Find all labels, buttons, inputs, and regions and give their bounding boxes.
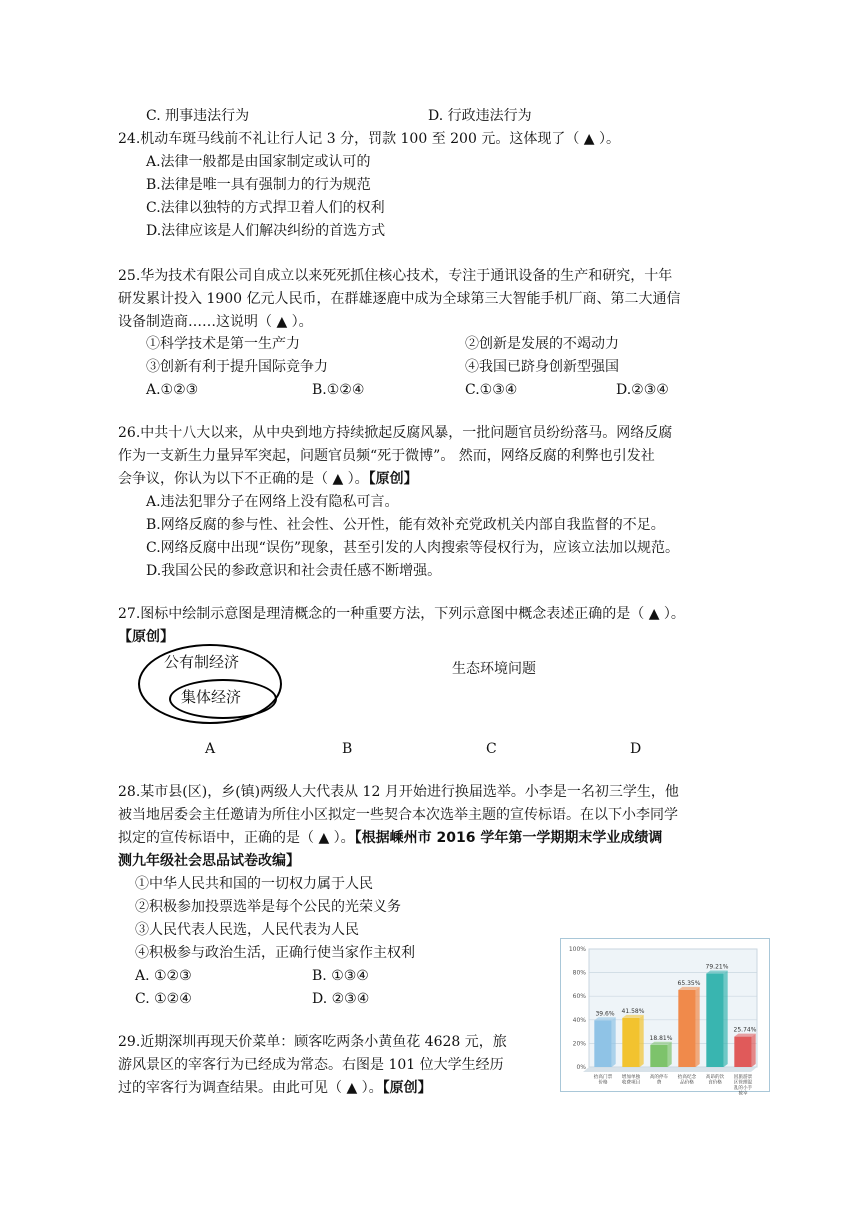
chart-ytick-label: 80% xyxy=(572,969,586,977)
q25-option-a: A.①②③ xyxy=(146,382,199,398)
chart-ytick-label: 40% xyxy=(572,1016,586,1024)
q26-option-b: B.网络反腐的参与性、社会性、公开性，能有效补充党政机关内部自我监督的不足。 xyxy=(146,517,665,533)
q25-statement-2: ②创新是发展的不竭动力 xyxy=(465,336,619,352)
chart-value-label: 65.35% xyxy=(677,979,701,987)
q25-stem-line1: 25.华为技术有限公司自成立以来死死抓住核心技术，专注于通讯设备的生产和研究，十年 xyxy=(118,268,673,284)
chart-category-label: 抬高纪念品价格 xyxy=(677,1075,697,1086)
diagram-c-label: 生态环境问题 xyxy=(452,661,536,677)
chart-bar-side xyxy=(724,971,728,1067)
diagram-label-a: A xyxy=(205,741,216,757)
chart-bar xyxy=(594,1020,611,1067)
q26-option-c: C.网络反腐中出现“误伤”现象，甚至引发的人肉搜索等侵权行为，应该立法加以规范。 xyxy=(146,540,679,556)
q24-stem: 24.机动车斑马线前不礼让行人记 3 分，罚款 100 至 200 元。这体现了（ ▲ ）。 xyxy=(118,131,620,147)
q28-statement-4: ④积极参与政治生活，正确行使当家作主权利 xyxy=(135,945,415,961)
q25-stem-line2: 研发累计投入 1900 亿元人民币，在群雄逐鹿中成为全球第三大智能手机厂商、第二大通信 xyxy=(118,291,681,307)
q28-source-tag-cont: 测九年级社会思品试卷改编】 xyxy=(118,853,300,869)
q28-stem-line2: 被当地居委会主任邀请为所住小区拟定一些契合本次选举主题的宣传标语。在以下小李同学 xyxy=(118,807,678,823)
q28-stem-line1: 28.某市县(区)，乡(镇)两级人大代表从 12 月开始进行换届选举。小李是一名初三学生，他 xyxy=(118,784,679,800)
chart-bar-side xyxy=(752,1034,756,1067)
q25-option-b: B.①②④ xyxy=(312,382,365,398)
q29-stem-line2: 游风景区的宰客行为已经成为常态。右图是 101 位大学生经历 xyxy=(118,1057,504,1073)
chart-bar xyxy=(734,1037,751,1067)
chart-value-label: 18.81% xyxy=(649,1034,673,1042)
diagram-a-inner-label: 集体经济 xyxy=(181,688,242,706)
survey-bar-chart xyxy=(560,938,770,1097)
chart-value-label: 41.58% xyxy=(621,1007,645,1015)
q24-option-a: A.法律一般都是由国家制定或认可的 xyxy=(146,154,371,170)
chart-value-label: 39.6% xyxy=(595,1010,615,1018)
q24-option-d: D.法律应该是人们解决纠纷的首选方式 xyxy=(146,223,386,239)
q29-stem-line3: 过的宰客行为调查结果。由此可见（ ▲ ）。【原创】 xyxy=(118,1080,432,1096)
chart-ytick-label: 20% xyxy=(572,1040,586,1048)
q25-statement-4: ④我国已跻身创新型强国 xyxy=(465,359,619,375)
q28-statement-3: ③人民代表人民选，人民代表为人民 xyxy=(135,922,359,938)
q24-option-b: B.法律是唯一具有强制力的行为规范 xyxy=(146,177,371,193)
q28-statement-1: ①中华人民共和国的一切权力属于人民 xyxy=(135,876,373,892)
q26-stem-line3: 会争议，你认为以下不正确的是（ ▲ ）。【原创】 xyxy=(118,471,418,487)
survey-bar-chart-svg xyxy=(561,939,769,1097)
chart-value-label: 79.21% xyxy=(705,963,729,971)
chart-bar xyxy=(650,1045,667,1067)
q28-source-tag: 【根据嵊州市 2016 学年第一学期期末学业成绩调 xyxy=(354,830,663,846)
q26-stem-line2: 作为一支新生力量异军突起，问题官员频“死于微博”。 然而，网络反腐的利弊也引发社 xyxy=(118,448,655,464)
q28-option-b: B. ①③④ xyxy=(312,968,369,984)
q29-original-tag: 【原创】 xyxy=(382,1080,432,1096)
q28-statement-2: ②积极参加投票选举是每个公民的光荣义务 xyxy=(135,899,401,915)
q27-original-tag: 【原创】 xyxy=(118,629,174,645)
chart-value-label: 25.74% xyxy=(733,1026,757,1034)
q27-stem: 27.图标中绘制示意图是理清概念的一种重要方法，下列示意图中概念表述正确的是（ ▲ ）。 xyxy=(118,606,685,622)
diagram-a-outer-label: 公有制经济 xyxy=(164,653,240,671)
chart-category-label: 因旅游景区管理混乱的小手被宰 xyxy=(733,1075,753,1097)
chart-category-label: 抬高门票价格 xyxy=(593,1075,613,1086)
chart-bar-side xyxy=(668,1042,672,1067)
chart-ytick-label: 0% xyxy=(576,1064,586,1071)
chart-category-label: 增加单独收费项目 xyxy=(621,1075,641,1086)
chart-bar-side xyxy=(612,1017,616,1067)
q29-stem-line1: 29.近期深圳再现天价菜单：顾客吃两条小黄鱼花 4628 元，旅 xyxy=(118,1034,507,1050)
chart-ytick-label: 100% xyxy=(568,946,586,953)
chart-bar xyxy=(678,990,695,1067)
chart-floor xyxy=(583,1067,757,1072)
chart-bar xyxy=(706,974,723,1067)
chart-bar xyxy=(622,1018,639,1067)
q25-statement-3: ③创新有利于提升国际竞争力 xyxy=(146,359,328,375)
q25-option-c: C.①③④ xyxy=(465,382,518,398)
chart-category-label: 高昂的饮食价格 xyxy=(705,1075,725,1086)
q26-stem-line1: 26.中共十八大以来，从中央到地方持续掀起反腐风暴，一批问题官员纷纷落马。网络反腐 xyxy=(118,425,673,441)
diagram-label-c: C xyxy=(486,741,497,757)
q28-option-c: C. ①②④ xyxy=(135,991,192,1007)
q26-option-d: D.我国公民的参政意识和社会责任感不断增强。 xyxy=(146,563,442,579)
q26-original-tag: 【原创】 xyxy=(368,471,418,487)
q25-option-d: D.②③④ xyxy=(616,382,669,398)
chart-bar-side xyxy=(696,987,700,1067)
q24-option-c: C.法律以独特的方式捍卫着人们的权利 xyxy=(146,200,385,216)
chart-ytick-label: 60% xyxy=(572,993,586,1001)
q23-option-d: D. 行政违法行为 xyxy=(428,108,532,124)
q23-option-c: C. 刑事违法行为 xyxy=(146,108,250,124)
q28-stem-line3: 拟定的宣传标语中，正确的是（ ▲ ）。【根据嵊州市 2016 学年第一学期期末学业成绩调 xyxy=(118,830,663,846)
chart-category-label: 高的停车费 xyxy=(649,1075,669,1086)
q28-option-a: A. ①②③ xyxy=(135,968,192,984)
q25-stem-line3: 设备制造商……这说明（ ▲ ）。 xyxy=(118,314,313,330)
diagram-label-d: D xyxy=(630,741,642,757)
q28-option-d: D. ②③④ xyxy=(312,991,370,1007)
diagram-label-b: B xyxy=(342,741,353,757)
q26-option-a: A.违法犯罪分子在网络上没有隐私可言。 xyxy=(146,494,399,510)
chart-bar-side xyxy=(640,1015,644,1067)
q25-statement-1: ①科学技术是第一生产力 xyxy=(146,336,300,352)
